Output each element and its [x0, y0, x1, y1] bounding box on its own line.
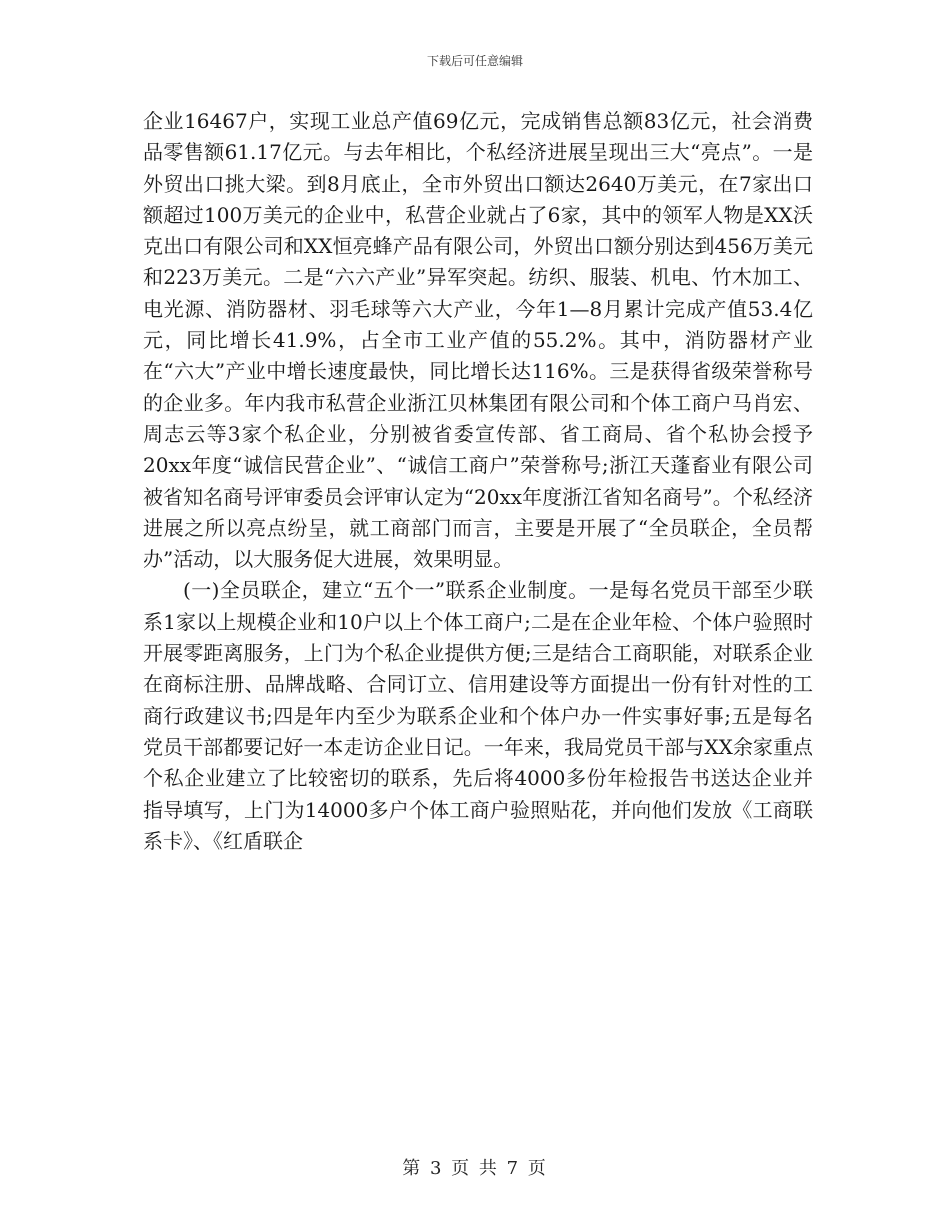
- document-body: [143, 106, 813, 857]
- page-header: 下载后可任意编辑: [426, 54, 523, 68]
- paragraph-1: 企业16467户，实现工业总产值69亿元，完成销售总额83亿元，社会消费品零售额61.17亿元。与去年相比，个私经济进展呈现出三大“亮点”。一是外贸出口挑大梁。到8月底止，全市外贸出口额达2640万美元，在7家出口额超过100万美元的企业中，私营企业就占了6家，其中的领军人物是XX沃克出口有限公司和XX恒亮蜂产品有限公司，外贸出口额分别达到456万美元和223万美元。二是“六六产业”异军突起。纺织、服装、机电、竹木加工、电光源、消防器材、羽毛球等六大产业，今年1—8月累计完成产值53.4亿元，同比增长41.9%，占全市工业产值的55.2%。其中，消防器材产业在“六大”产业中增长速度最快，同比增长达116%。三是获得省级荣誉称号的企业多。年内我市私营企业浙江贝林集团有限公司和个体工商户马肖宏、周志云等3家个私企业，分别被省委宣传部、省工商局、省个私协会授予20xx年度“诚信民营企业”、“诚信工商户”荣誉称号;浙江天蓬畜业有限公司被省知名商号评审委员会评审认定为“20xx年度浙江省知名商号”。个私经济进展之所以亮点纷呈，就工商部门而言，主要是开展了“全员联企，全员帮办”活动，以大服务促大进展，效果明显。: [143, 109, 813, 572]
- paragraph-2: (一)全员联企，建立“五个一”联系企业制度。一是每名党员干部至少联系1家以上规模企业和10户以上个体工商户;二是在企业年检、个体户验照时开展零距离服务，上门为个私企业提供方便;三是结合工商职能，对联系企业在商标注册、品牌战略、合同订立、信用建设等方面提出一份有针对性的工商行政建议书;四是年内至少为联系企业和个体户办一件实事好事;五是每名党员干部都要记好一本走访企业日记。一年来，我局党员干部与XX余家重点个私企业建立了比较密切的联系，先后将4000多份年检报告书送达企业并指导填写，上门为14000多户个体工商户验照贴花，并向他们发放《工商联系卡》、《红盾联企: [143, 578, 813, 853]
- page-number: 第 3 页 共 7 页: [402, 1158, 548, 1179]
